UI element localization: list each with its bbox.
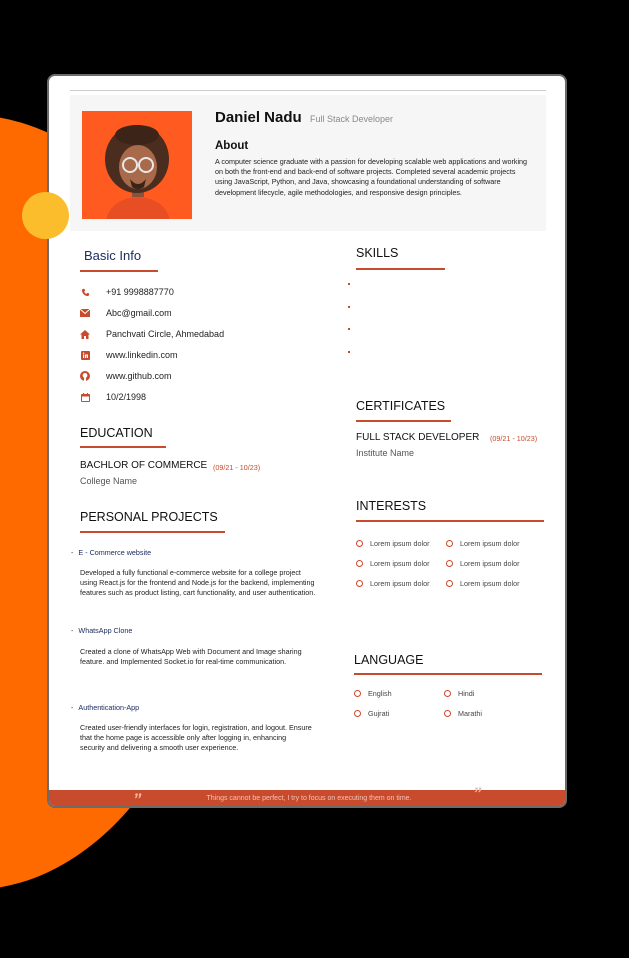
- info-birthdate-text: 10/2/1998: [106, 392, 147, 402]
- interest-label: Lorem ipsum dolor: [370, 579, 430, 588]
- interest-label: Lorem ipsum dolor: [460, 579, 520, 588]
- footer-quote: Things cannot be perfect, I try to focus on executing them on time.: [206, 795, 412, 802]
- language-item: [354, 709, 389, 718]
- skill-bullet: [348, 306, 350, 308]
- project-title-auth: - Authentication-App: [71, 703, 140, 712]
- phone-icon: [80, 287, 90, 297]
- calendar-icon: [80, 392, 90, 402]
- avatar: [82, 111, 192, 219]
- info-linkedin[interactable]: [80, 348, 178, 362]
- education-college: College Name: [80, 476, 138, 486]
- certificate-dates: (09/21 - 10/23): [490, 434, 538, 443]
- ring-bullet-icon: [354, 710, 361, 717]
- quote-mark-left: ”: [133, 790, 142, 808]
- project-name: WhatsApp Clone: [78, 626, 133, 635]
- quote-mark-right: ”: [473, 784, 482, 803]
- info-email-text: Abc@gmail.com: [106, 308, 172, 318]
- profile-name: Daniel Nadu: [215, 109, 302, 126]
- language-label: Hindi: [458, 689, 475, 698]
- interests-underline: [356, 520, 544, 522]
- info-phone-text: +91 9998887770: [106, 287, 174, 297]
- info-linkedin-text: www.linkedin.com: [106, 350, 178, 360]
- ring-bullet-icon: [356, 540, 363, 547]
- interest-item: [446, 559, 520, 568]
- project-title-ecommerce: - E - Commerce website: [71, 548, 152, 557]
- home-icon: [80, 329, 90, 339]
- resume-header: [70, 95, 546, 231]
- education-title: EDUCATION: [80, 426, 153, 440]
- project-desc-whatsapp: Created a clone of WhatsApp Web with Document and Image sharing feature. and Implemented Socket.io for real-time communication.: [80, 647, 302, 667]
- education-dates: (09/21 - 10/23): [213, 463, 261, 472]
- skill-bullet: [348, 283, 350, 285]
- ring-bullet-icon: [446, 540, 453, 547]
- language-item: [444, 709, 482, 718]
- projects-title: PERSONAL PROJECTS: [80, 510, 218, 524]
- language-title: LANGUAGE: [354, 653, 424, 667]
- ring-bullet-icon: [446, 560, 453, 567]
- info-address: [80, 327, 224, 341]
- info-github-text: www.github.com: [106, 371, 172, 381]
- about-text: A computer science graduate with a passion for developing scalable web applications and working on both the front-end and back-end of software projects. Completed several academic projects using JavaScript, Python, and Java, showcasing a foundational understanding of software development lifecycle, agile methodologies, and responsive design principles.: [215, 157, 528, 197]
- background-yellow-dot: [22, 192, 69, 239]
- project-name: Authentication-App: [78, 703, 140, 712]
- language-item: [444, 689, 474, 698]
- ring-bullet-icon: [446, 580, 453, 587]
- language-underline: [354, 673, 542, 675]
- mail-icon: [80, 308, 90, 318]
- info-birthdate: [80, 390, 146, 404]
- info-phone: [80, 285, 174, 299]
- footer-bar: [49, 784, 567, 808]
- interest-label: Lorem ipsum dolor: [460, 539, 520, 548]
- ring-bullet-icon: [444, 710, 451, 717]
- info-github[interactable]: [80, 369, 172, 383]
- interest-item: [356, 559, 430, 568]
- ring-bullet-icon: [356, 580, 363, 587]
- interests-title: INTERESTS: [356, 499, 427, 513]
- certificate-institute: Institute Name: [356, 448, 415, 458]
- basic-info-title: Basic Info: [84, 248, 142, 263]
- education-degree: BACHLOR OF COMMERCE: [80, 460, 208, 471]
- skill-bullet: [348, 351, 350, 353]
- resume-card: [47, 74, 567, 808]
- basic-info-underline: [80, 270, 158, 272]
- ring-bullet-icon: [356, 560, 363, 567]
- project-desc-ecommerce: Developed a fully functional e-commerce website for a college project using React.js for the frontend and Node.js for the backend, implementing features such as product listing, cart functionality, and user authentication.: [80, 568, 316, 598]
- skills-title: SKILLS: [356, 246, 399, 260]
- github-icon: [80, 371, 90, 381]
- info-email: [80, 306, 172, 320]
- interest-item: [356, 579, 430, 588]
- interest-label: Lorem ipsum dolor: [370, 539, 430, 548]
- language-label: English: [368, 689, 392, 698]
- interest-item: [446, 539, 520, 548]
- language-label: Gujrati: [368, 709, 390, 718]
- top-divider: [70, 90, 546, 91]
- certificate-name: FULL STACK DEVELOPER: [356, 432, 480, 443]
- profile-role: Full Stack Developer: [310, 114, 394, 124]
- project-desc-auth: Created user-friendly interfaces for login, registration, and logout. Ensure that the home page is accessible only after logging in, enhancing security and delivering a smooth user experience.: [80, 723, 312, 753]
- project-name: E - Commerce website: [78, 548, 152, 557]
- projects-underline: [80, 531, 225, 533]
- interest-item: [356, 539, 430, 548]
- about-heading: About: [215, 140, 249, 152]
- certificates-underline: [356, 420, 451, 422]
- skill-bullet: [348, 328, 350, 330]
- ring-bullet-icon: [354, 690, 361, 697]
- skills-underline: [356, 268, 445, 270]
- ring-bullet-icon: [444, 690, 451, 697]
- education-underline: [80, 446, 166, 448]
- interest-item: [446, 579, 520, 588]
- interest-label: Lorem ipsum dolor: [370, 559, 430, 568]
- language-label: Marathi: [458, 709, 482, 718]
- language-item: [354, 689, 392, 698]
- project-title-whatsapp: - WhatsApp Clone: [71, 626, 133, 635]
- info-address-text: Panchvati Circle, Ahmedabad: [106, 329, 225, 339]
- avatar-illustration: [82, 111, 192, 219]
- certificates-title: CERTIFICATES: [356, 399, 446, 413]
- interest-label: Lorem ipsum dolor: [460, 559, 520, 568]
- linkedin-icon: [80, 350, 90, 360]
